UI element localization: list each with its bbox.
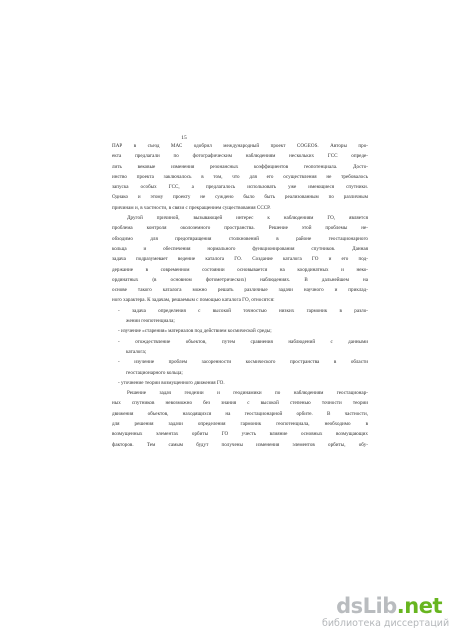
text-line: держание в современном состоянии основывается на координатных и неко- [112, 266, 368, 273]
dslib-watermark [322, 594, 450, 629]
text-line: - отождествление объектов, путем сравнения наблюдений с данными [118, 338, 368, 345]
text-line: екта предлагали по фотографическим наблюдениям нескольких ГСС опреде- [112, 153, 368, 160]
text-line: ординатных (в основном фотометрических) наблюдениях. В дальнейшем на [112, 276, 368, 283]
text-line: - изучение проблем засоренности космического пространства в области [118, 359, 368, 366]
text-line: лить вековые изменения резонансных коэффициентов геопотенциала. Досто- [112, 163, 368, 170]
text-line: Другой причиной, вызывающей интерес к наблюдениям ГО, является [127, 215, 368, 222]
watermark-subtitle: библиотека диссертаций [322, 618, 450, 629]
text-line: факторов. Тем самым будут получены изменения элементов орбиты, обу- [112, 441, 368, 448]
page-number: 15 [181, 135, 187, 141]
text-line: возмущенных элементах орбиты ГО учесть влияние основных возмущающих [112, 431, 368, 438]
text-line: ного характера. К задачам, решаемым с помощью каталога ГО, относятся: [112, 297, 275, 304]
text-line: причинам и, в частности, в связи с прекращением существования СССР. [112, 204, 271, 211]
text-line: движения объектов, находящихся на геостационарной орбите. В частности, [112, 410, 368, 417]
watermark-logo-net: .net [396, 594, 442, 618]
text-line: задача подразумевает ведение каталога ГО. Создание каталога ГО и его под- [112, 256, 368, 263]
text-line: каталога; [126, 348, 147, 355]
text-line: для решения задачи определения гармоник геопотенциала, необходимо в [112, 421, 368, 428]
text-line: инство проекта заключалось в том, что для его осуществления не требовалось [112, 173, 368, 180]
watermark-logo-dslib: dsLib [336, 594, 397, 618]
text-line: жении геопотенциала; [126, 318, 175, 325]
text-line: запуска особых ГСС, а предлагалось использовать уже имеющиеся спутники. [112, 184, 368, 191]
text-line: проблема контроля околоземного пространства. Решение этой проблемы не- [112, 225, 368, 232]
body-text [112, 141, 368, 450]
text-line: обходимо для предотвращения столкновений в районе геостационарного [112, 235, 368, 242]
text-line: Однако и этому проекту не суждено было быть реализованным по различным [112, 194, 368, 201]
text-line: - уточнение теории возмущенного движения ГО. [118, 379, 225, 386]
text-line: - задача определения с высокой точностью низких гармоник в разло- [118, 307, 368, 314]
text-line: Решение задач геодезии и геодинамики по наблюдениям геостационар- [127, 390, 368, 397]
text-line: ных спутников невозможно без знания с высокой степенью точности теории [112, 400, 368, 407]
text-line: - изучение «старения» материалов под действием космической среды; [118, 328, 272, 335]
text-line: геостационарного кольца; [126, 369, 183, 376]
watermark-logo [322, 595, 442, 617]
text-line: ПАР в съезд МАС одобрил международный проект COGEOS. Авторы про- [112, 143, 368, 149]
text-line: основе такого каталога можно решать различные задачи научного и приклад- [112, 287, 368, 294]
text-line: кольца и обеспечения нормального функционирования спутников. Данная [112, 245, 368, 252]
